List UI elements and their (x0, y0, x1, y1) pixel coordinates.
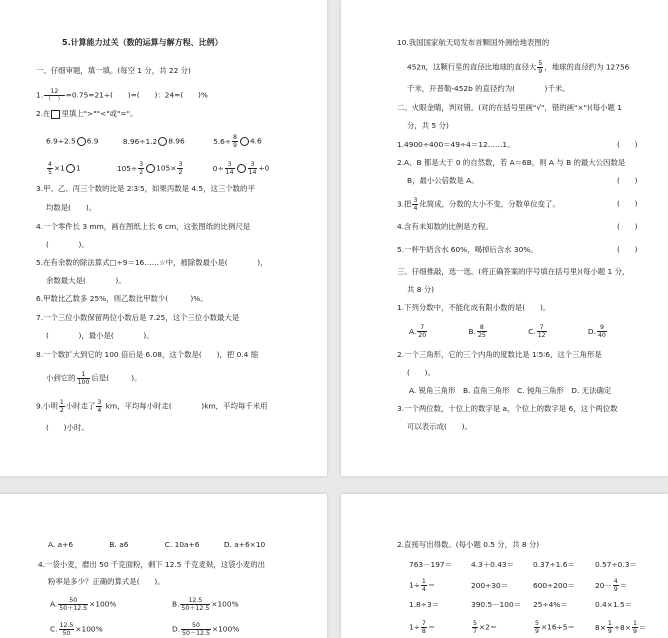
answer-paren[interactable]: ( ) (617, 222, 638, 231)
judge-3: 3.把 $\frac{3}{4}$ 化简成，分数的大小不变，分数单位变了。 (397, 197, 560, 212)
question-3: 3.甲、乙、丙三个数的比是 2∶3∶5，如果丙数是 4.5，这三个数的平 (36, 184, 255, 193)
question-4-cont: ( )。 (46, 240, 89, 249)
option-a[interactable]: A. a+6 (48, 540, 74, 549)
choice-2-cont: ( )。 (407, 368, 435, 377)
compare-circle-icon[interactable] (237, 164, 246, 173)
judge-5: 5.一杯牛奶含水 60%，喝掉后含水 30%。 (397, 245, 538, 254)
mental-math-row-3: 1.8÷3＝ 390.5－100＝ 25÷4%＝ 0.4×1.5＝ (409, 600, 633, 609)
option-c[interactable]: C. 10a+6 (164, 540, 200, 549)
option-d[interactable]: D. a+6×10 (223, 540, 266, 549)
choice-1-options (409, 324, 608, 339)
judge-2-cont: B，最小公倍数是 A。 (407, 176, 479, 185)
mental-math-heading: 2.直接写出得数。(每小题 0.5 分，共 8 分) (397, 540, 540, 549)
question-7: 7.一个三位小数保留两位小数后是 7.25，这个三位小数最大是 (36, 313, 240, 322)
blank-box-icon (51, 110, 60, 119)
compare-row-2: $\frac{4}{5}$ ×1 1 105÷ $\frac{3}{2}$ 105× $\frac{3}{2}$ 0÷ $\frac{3}{14}$ $\frac{3}{14}$ ÷0 (48, 161, 270, 176)
choice-3-options (48, 540, 265, 550)
choice-2-options[interactable]: A. 锐角三角形 B. 直角三角形 C. 钝角三角形 D. 无法确定 (409, 386, 612, 395)
question-7-cont: ( )，最小是( )。 (46, 331, 154, 340)
answer-paren[interactable]: ( ) (617, 245, 638, 254)
question-1: 1. $\frac{12}{( )}$ =0.75=21÷( )=( )：24=( )% (36, 88, 208, 103)
option-a[interactable]: A. $\frac{50}{50+12.5}$ ×100% (50, 597, 117, 612)
option-b[interactable]: B. a6 (109, 540, 129, 549)
option-d[interactable]: D. $\frac{50}{50-12.5}$ ×100% (172, 622, 240, 637)
question-5: 5.在有余数的除法算式□÷9＝16……☆中，被除数最小是( )， (36, 258, 268, 267)
question-5-cont: 余数最大是( )。 (46, 276, 126, 285)
question-8-cont: 小到它的 $\frac{1}{100}$ 后是( )。 (46, 371, 142, 386)
option-c[interactable]: C. $\frac{12.5}{50}$ ×100% (50, 622, 103, 637)
section-3-heading: 三、仔细推敲，选一选。(将正确答案的序号填在括号里)(每小题 1 分， (397, 267, 630, 276)
question-9-cont: ( )小时。 (46, 423, 89, 432)
question-6: 6.甲数比乙数多 25%，则乙数比甲数少( )%。 (36, 294, 208, 303)
compare-circle-icon[interactable] (77, 137, 86, 146)
answer-paren[interactable]: ( ) (617, 199, 638, 208)
judge-4: 4.含有未知数的比例是方程。 (397, 222, 493, 231)
answer-paren[interactable]: ( ) (617, 176, 638, 185)
worksheet-title: 5.计算能力过关（数的运算与解方程、比例） (62, 38, 223, 47)
page-bottom-right (341, 494, 668, 638)
page-bottom-left (0, 494, 327, 638)
page-top-left (0, 0, 327, 476)
question-10-line-2: 452π，这颗行星的直径比地球的直径大 $\frac{5}{9}$ ，地球的直径约为 12756 (407, 60, 630, 75)
question-8: 8.一个数扩大到它的 100 倍后是 6.08，这个数是( )，把 0.4 缩 (36, 350, 259, 359)
option-a[interactable]: A. $\frac{7}{20}$ (409, 324, 427, 339)
option-b[interactable]: B. $\frac{12.5}{50+12.5}$ ×100% (172, 597, 239, 612)
compare-row-1: 6.9÷2.5 6.9 8.96÷1.2 8.96 5.6÷ $\frac{8}{9}$ 4.6 (46, 134, 262, 149)
section-2-heading-cont: 分，共 5 分) (407, 121, 449, 130)
choice-3-cont: 可以表示成( )。 (407, 422, 472, 431)
judge-1: 1.4900÷400＝49÷4＝12……1。 (397, 140, 515, 149)
choice-4: 4.一袋小麦，磨出 50 千克面粉，剩下 12.5 千克麦麸，这袋小麦的出 (38, 560, 266, 569)
compare-circle-icon[interactable] (66, 164, 75, 173)
question-2: 2.在 里填上">""<"或"="。 (36, 109, 138, 118)
choice-2: 2.一个三角形，它的三个内角的度数比是 1∶5∶6，这个三角形是 (397, 350, 602, 359)
mental-math-row-1: 763－197＝ 4.3＋0.43＝ 0.37÷1.6＝ 0.57÷0.3＝ (409, 560, 637, 569)
question-4: 4.一个零件长 3 mm，画在图纸上长 6 cm，这张图纸的比例尺是 (36, 222, 251, 231)
choice-4-cont: 粉率是多少？正确的算式是( )。 (48, 577, 165, 586)
compare-circle-icon[interactable] (158, 137, 167, 146)
option-b[interactable]: B. $\frac{8}{25}$ (468, 324, 486, 339)
mental-math-row-4: 1÷ $\frac{7}{8}$ ＝ $\frac{5}{7}$ ×2＝ $\frac{5}{9}$ ×16÷5＝ 8× $\frac{1}{9}$ ÷8× $\frac{1}{9}$ ＝ (409, 620, 647, 635)
question-10: 10.我国国家航天局发布首颗国外测绘地表图的 (397, 38, 550, 47)
judge-2: 2.A、B 都是大于 0 的自然数，若 A＝6B，则 A 与 B 的最大公因数是 (397, 158, 626, 167)
choice-3: 3.一个两位数，十位上的数字是 a，个位上的数字是 6，这个两位数 (397, 404, 618, 413)
question-3-cont: 均数是( )。 (46, 203, 97, 212)
mental-math-row-2: 1÷ $\frac{1}{4}$ ＝ 200÷30＝ 600÷200＝ 20－ $\frac{4}{9}$ ＝ (409, 578, 628, 593)
compare-circle-icon[interactable] (240, 137, 249, 146)
answer-paren[interactable]: ( ) (617, 140, 638, 149)
page-top-right (341, 0, 668, 476)
section-2-heading: 二、火眼金睛，判对错。(对的在括号里画"√"，错的画"×")(每小题 1 (397, 103, 622, 112)
choice-1: 1.下列分数中，不能化成有限小数的是( )。 (397, 303, 551, 312)
section-3-heading-cont: 共 8 分) (407, 285, 435, 294)
option-d[interactable]: D. $\frac{9}{40}$ (587, 324, 606, 339)
compare-circle-icon[interactable] (146, 164, 155, 173)
question-9: 9.小明 $\frac{1}{2}$ 小时走了 $\frac{3}{4}$ km，平均每小时走( )km，平均每千米用 (36, 399, 268, 414)
section-1-heading: 一、仔细审题，填一填。(每空 1 分，共 22 分) (36, 66, 191, 75)
question-10-line-3: 千米，开普勒-452b 的直径约为( )千米。 (407, 84, 570, 93)
option-c[interactable]: C. $\frac{7}{12}$ (528, 324, 546, 339)
